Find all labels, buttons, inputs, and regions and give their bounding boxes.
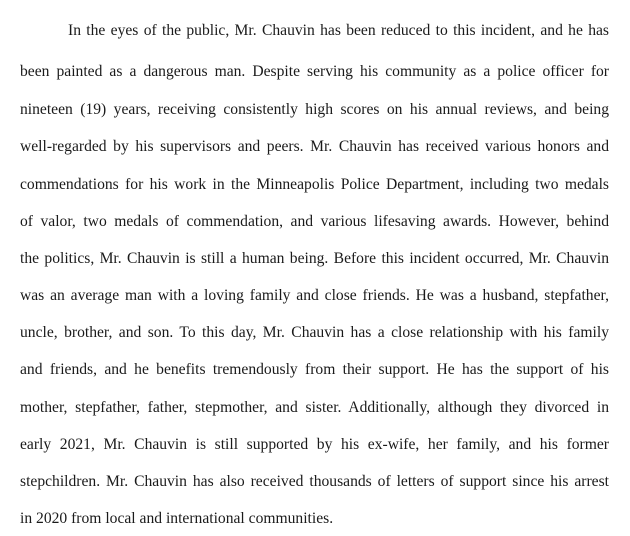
paragraph-line: mother, stepfather, father, stepmother, and sister. Additionally, although they divorced in — [20, 399, 609, 416]
paragraph-line: and friends, and he benefits tremendously from their support. He has the support of his — [20, 361, 609, 378]
paragraph-line: early 2021, Mr. Chauvin is still supported by his ex-wife, her family, and his former — [20, 436, 609, 453]
paragraph-line: nineteen (19) years, receiving consistently high scores on his annual reviews, and being — [20, 101, 609, 118]
paragraph-line: of valor, two medals of commendation, and various lifesaving awards. However, behind — [20, 213, 609, 230]
paragraph-line: commendations for his work in the Minneapolis Police Department, including two medals — [20, 176, 609, 193]
paragraph-line: In the eyes of the public, Mr. Chauvin has been reduced to this incident, and he has — [68, 22, 609, 39]
paragraph-line: was an average man with a loving family and close friends. He was a husband, stepfather, — [20, 287, 609, 304]
paragraph-line: in 2020 from local and international communities. — [20, 510, 334, 527]
paragraph-line: the politics, Mr. Chauvin is still a human being. Before this incident occurred, Mr. Chauvin — [20, 250, 609, 267]
paragraph-line: well-regarded by his supervisors and peers. Mr. Chauvin has received various honors and — [20, 138, 609, 155]
paragraph-line: uncle, brother, and son. To this day, Mr. Chauvin has a close relationship with his family — [20, 324, 609, 341]
paragraph-line: been painted as a dangerous man. Despite serving his community as a police officer for — [20, 63, 609, 80]
paragraph-line: stepchildren. Mr. Chauvin has also received thousands of letters of support since his arrest — [20, 473, 609, 490]
